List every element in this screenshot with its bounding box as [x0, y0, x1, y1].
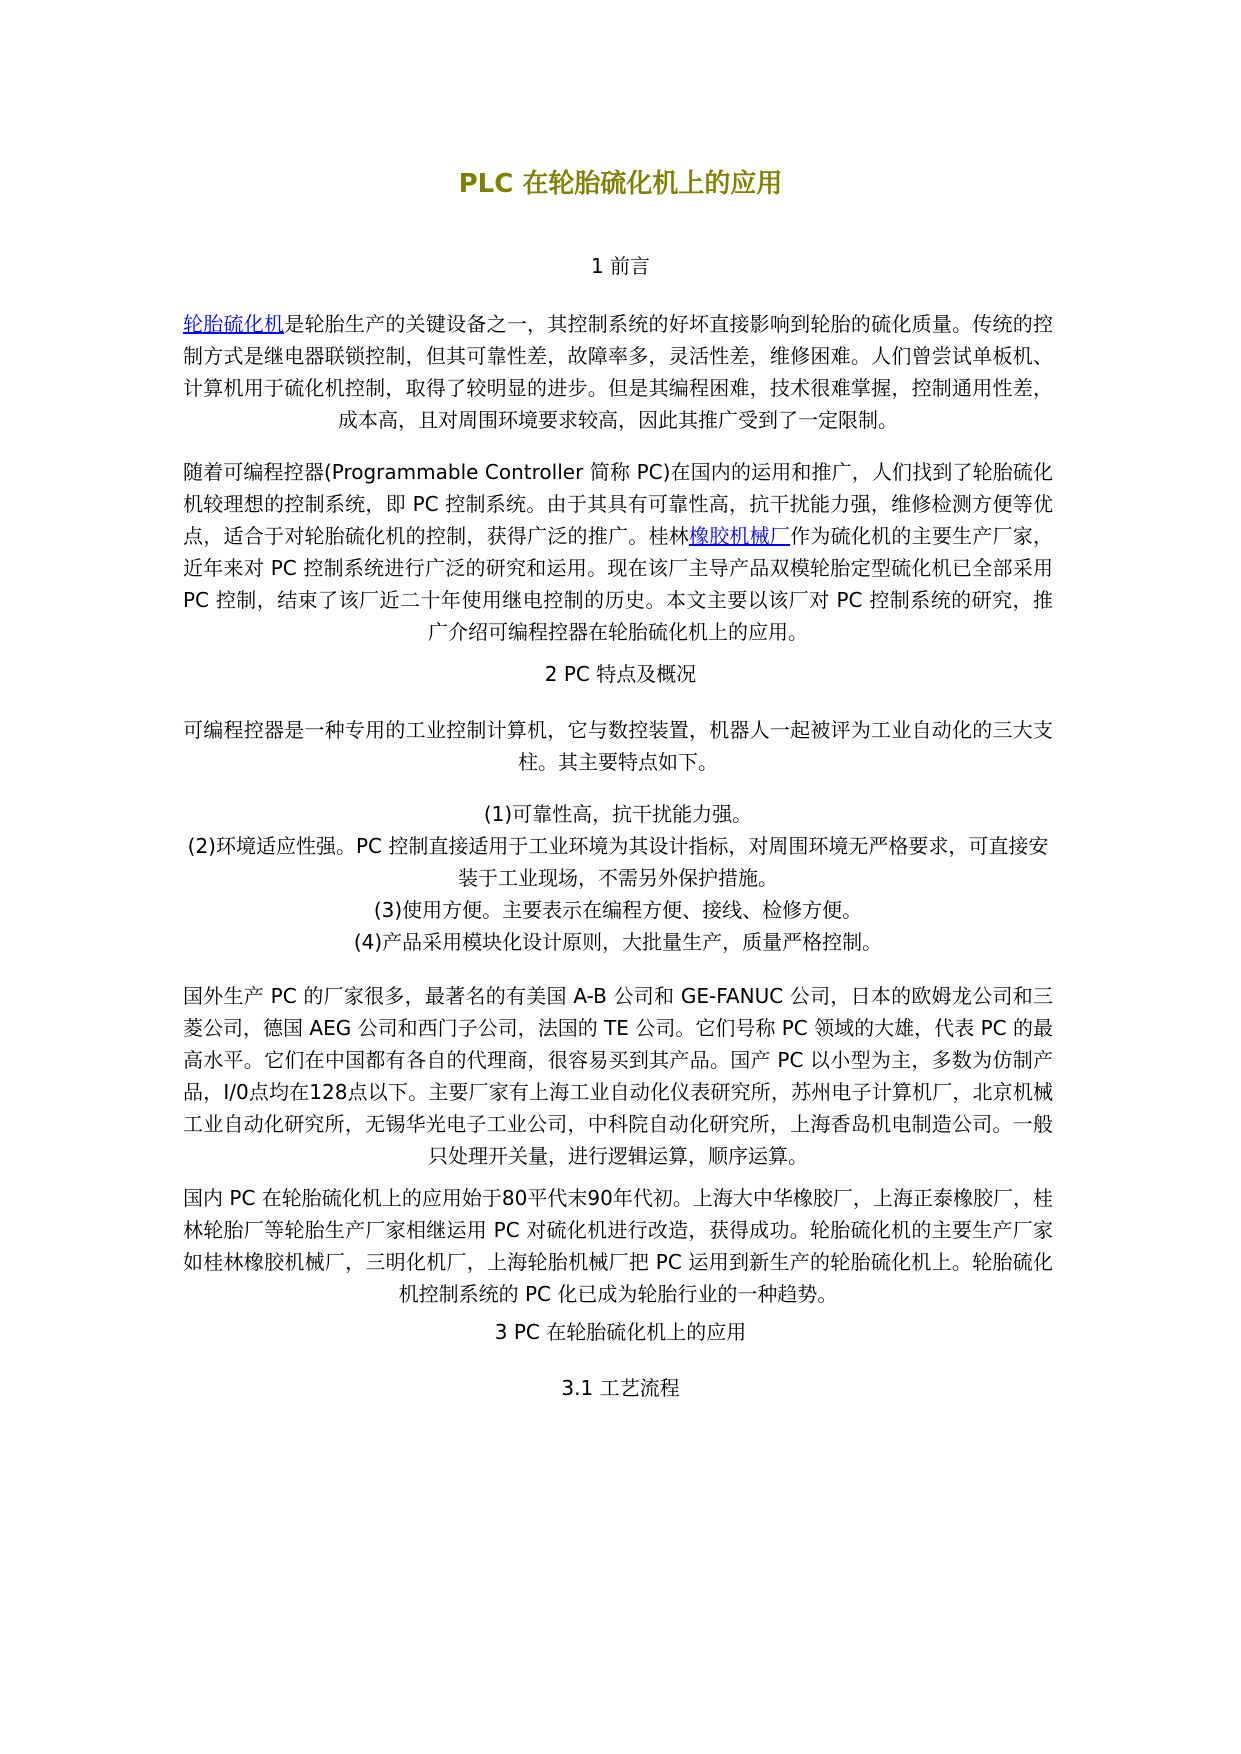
paragraph-pc-intro: 可编程控器是一种专用的工业控制计算机，它与数控装置，机器人一起被评为工业自动化的三大支柱。其主要特点如下。	[183, 718, 1053, 774]
document-title: PLC 在轮胎硫化机上的应用	[458, 169, 783, 199]
feature-list	[183, 798, 1053, 958]
feature-item: (3)使用方便。主要表示在编程方便、接线、检修方便。	[373, 898, 863, 922]
link-tire-vulcanizer[interactable]: 轮胎硫化机	[183, 312, 285, 336]
section-heading-pc-features: 2 PC 特点及概况	[544, 662, 697, 686]
paragraph-text: 作为硫化机的主要生产厂家，近年来对 PC 控制系统进行广泛的研究和运用。现在该厂主导产品双模轮胎定型硫化机已全部采用 PC 控制，结束了该厂近二十年使用继电控制的历史。本文主要以该厂对 PC 控制系统的研究，推广介绍可编程控器在轮胎硫化机上的应用。	[183, 524, 1054, 644]
paragraph-text: 随着可编程控器(Programmable Controller 简称 PC)在国内的运用和推广，人们找到了轮胎硫化机较理想的控制系统，即 PC 控制系统。由于其具有可靠性高，抗干扰能力强，维修检测方便等优点，适合于对轮胎硫化机的控制，获得广泛的推广。桂林	[183, 460, 1053, 548]
paragraph-text: 是轮胎生产的关键设备之一，其控制系统的好坏直接影响到轮胎的硫化质量。传统的控制方式是继电器联锁控制，但其可靠性差，故障率多，灵活性差，维修困难。人们曾尝试单板机、计算机用于硫化机控制，取得了较明显的进步。但是其编程困难，技术很难掌握，控制通用性差，成本高，且对周围环境要求较高，因此其推广受到了一定限制。	[183, 312, 1054, 432]
paragraph-pc-manufacturers: 国外生产 PC 的厂家很多，最著名的有美国 A-B 公司和 GE-FANUC 公司，日本的欧姆龙公司和三菱公司，德国 AEG 公司和西门子公司，法国的 TE 公司。它们号称 PC 领域的大雄，代表 PC 的最高水平。它们在中国都有各自的代理商，很容易买到其产品。国产 PC 以小型为主，多数为仿制产品，I/0点均在128点以下。主要厂家有上海工业自动化仪表研究所，苏州电子计算机厂，北京机械工业自动化研究所，无锡华光电子工业公司，中科院自动化研究所，上海香岛机电制造公司。一般只处理开关量，进行逻辑运算，顺序运算。	[183, 984, 1053, 1168]
paragraph-intro-1	[183, 308, 1053, 436]
feature-item: (1)可靠性高，抗干扰能力强。	[483, 802, 753, 826]
paragraph-pc-domestic: 国内 PC 在轮胎硫化机上的应用始于80平代末90年代初。上海大中华橡胶厂，上海正泰橡胶厂，桂林轮胎厂等轮胎生产厂家相继运用 PC 对硫化机进行改造，获得成功。轮胎硫化机的主要生产厂家如桂林橡胶机械厂，三明化机厂，上海轮胎机械厂把 PC 运用到新生产的轮胎硫化机上。轮胎硫化机控制系统的 PC 化已成为轮胎行业的一种趋势。	[183, 1186, 1053, 1306]
section-heading-pc-application: 3 PC 在轮胎硫化机上的应用	[494, 1320, 747, 1344]
subsection-heading-process-flow: 3.1 工艺流程	[561, 1376, 680, 1400]
link-rubber-machinery-plant[interactable]: 橡胶机械厂	[688, 524, 791, 548]
feature-item: (4)产品采用模块化设计原则，大批量生产，质量严格控制。	[353, 930, 883, 954]
feature-item: (2)环境适应性强。PC 控制直接适用于工业环境为其设计指标，对周围环境无严格要求，可直接安装于工业现场，不需另外保护措施。	[187, 834, 1049, 890]
paragraph-intro-2	[183, 456, 1053, 648]
section-heading-intro: 1 前言	[590, 254, 651, 278]
